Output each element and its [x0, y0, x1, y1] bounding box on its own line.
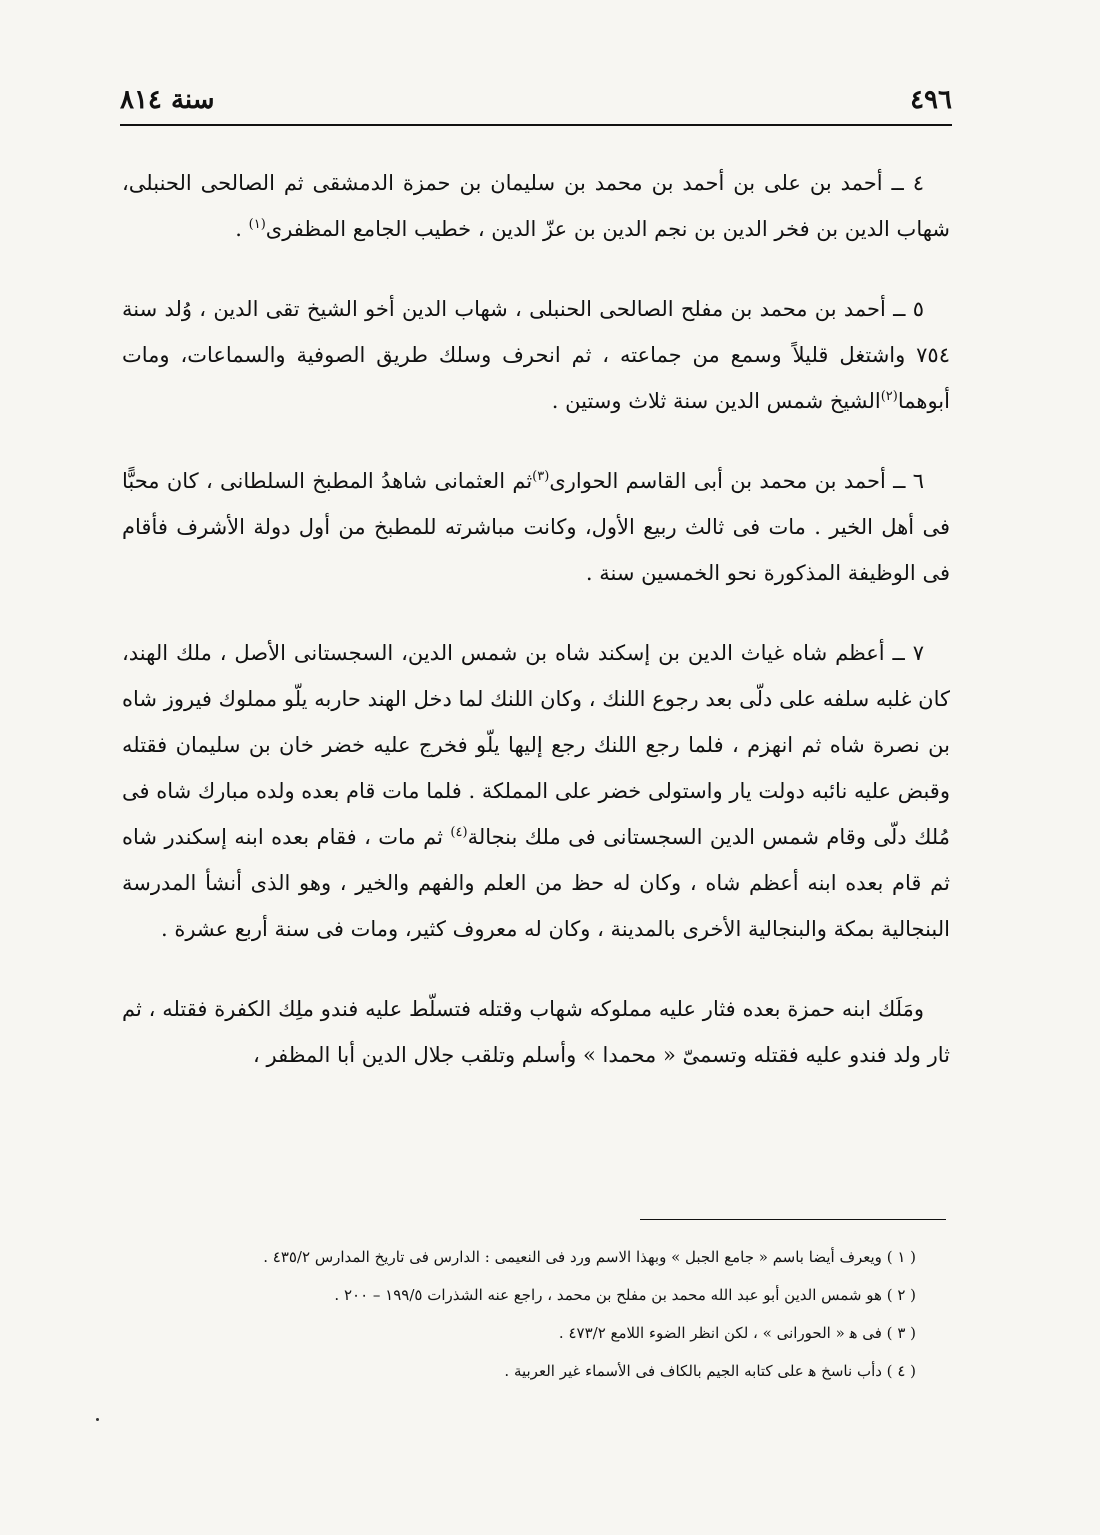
note-mark-4: (٤)	[450, 825, 468, 840]
footnote-rule	[640, 1219, 946, 1220]
entry-6	[122, 458, 950, 596]
note-mark-1: (١)	[248, 217, 266, 232]
entry-4-end: .	[235, 217, 242, 241]
entry-7-text: ٧ ــ أعظم شاه غياث الدين بن إسكند شاه بن شمس الدين، السجستانى الأصل ، ملك الهند، كان غلبه سلفه على دلّى بعد رجوع اللنك ، وكان اللنك لما دخل الهند حاربه يلّو مملوك فيروز شاه بن نصرة شاه ثم انهزم ، فلما رجع اللنك رجع إليها يلّو فخرج عليه خضر خان بن سليمان فقتله وقبض عليه نائبه دولت يار واستولى خضر على المملكة . فلما مات قام بعده ولده مبارك شاه فى مُلك دلّى وقام شمس الدين السجستانى فى ملك بنجالة	[122, 641, 950, 849]
entry-5-end: الشيخ شمس الدين سنة ثلاث وستين .	[551, 389, 881, 413]
header-rule	[120, 124, 952, 126]
footnote-1: ( ١ ) ويعرف أيضا باسم « جامع الجبل » وبهذا الاسم ورد فى النعيمى : الدارس فى تاريخ المدارس ٤٣٥/٢ .	[263, 1248, 916, 1266]
entry-6-end: ثم العثمانى شاهدُ المطبخ السلطانى ، كان محبًّا فى أهل الخير . مات فى ثالث ربيع الأول، وكانت مباشرته للمطبخ من أول دولة الأشرف فأقام فى الوظيفة المذكورة نحو الخمسين سنة .	[122, 469, 950, 585]
footnote-4: ( ٤ ) دأب ناسخ ﻫ على كتابه الجيم بالكاف فى الأسماء غير العربية .	[504, 1362, 916, 1380]
year-heading: سنة ٨١٤	[120, 85, 215, 115]
continuation-paragraph: ومَلَك ابنه حمزة بعده فثار عليه مملوكه شهاب وقتله فتسلّط عليه فندو ملِك الكفرة فقتله ، ثم ثار ولد فندو عليه فقتله وتسمىّ « محمدا » وأسلم وتلقب جلال الدين أبا المظفر ،	[122, 997, 950, 1067]
entry-6-text: ٦ ــ أحمد بن محمد بن أبى القاسم الحوارى	[549, 469, 925, 493]
main-text	[122, 160, 950, 1078]
footnote-3: ( ٣ ) فى ﻫ « الحورانى » ، لكن انظر الضوء اللامع ٤٧٣/٢ .	[558, 1324, 916, 1342]
footnotes	[200, 1238, 916, 1390]
scan-speck	[96, 1418, 99, 1421]
entry-4	[122, 160, 950, 252]
entry-7-end: ثم مات ، فقام بعده ابنه إسكندر شاه ثم قام بعده ابنه أعظم شاه ، وكان له حظ من العلم والفهم والخير ، وهو الذى أنشأ المدرسة البنجالية بمكة والبنجالية الأخرى بالمدينة ، وكان له معروف كثير، ومات فى سنة أربع عشرة .	[122, 825, 950, 941]
footnote-2: ( ٢ ) هو شمس الدين أبو عبد الله محمد بن مفلح بن محمد ، راجع عنه الشذرات ١٩٩/٥ – ٢٠٠ .	[334, 1286, 916, 1304]
note-mark-2: (٢)	[880, 389, 898, 404]
entry-4-text: ٤ ــ أحمد بن على بن أحمد بن محمد بن سليمان بن حمزة الدمشقى ثم الصالحى الحنبلى، شهاب الدين بن فخر الدين بن نجم الدين بن عزّ الدين ، خطيب الجامع المظفرى	[122, 171, 950, 241]
entry-5	[122, 286, 950, 424]
page-number: ٤٩٦	[910, 85, 952, 115]
entry-5-text: ٥ ــ أحمد بن محمد بن مفلح الصالحى الحنبلى ، شهاب الدين أخو الشيخ تقى الدين ، وُلد سنة ٧٥٤ واشتغل قليلاً وسمع من جماعته ، ثم انحرف وسلك طريق الصوفية والسماعات، ومات أبوهما	[122, 297, 950, 413]
entry-7	[122, 630, 950, 952]
note-mark-3: (٣)	[532, 469, 550, 484]
running-header	[120, 78, 952, 122]
